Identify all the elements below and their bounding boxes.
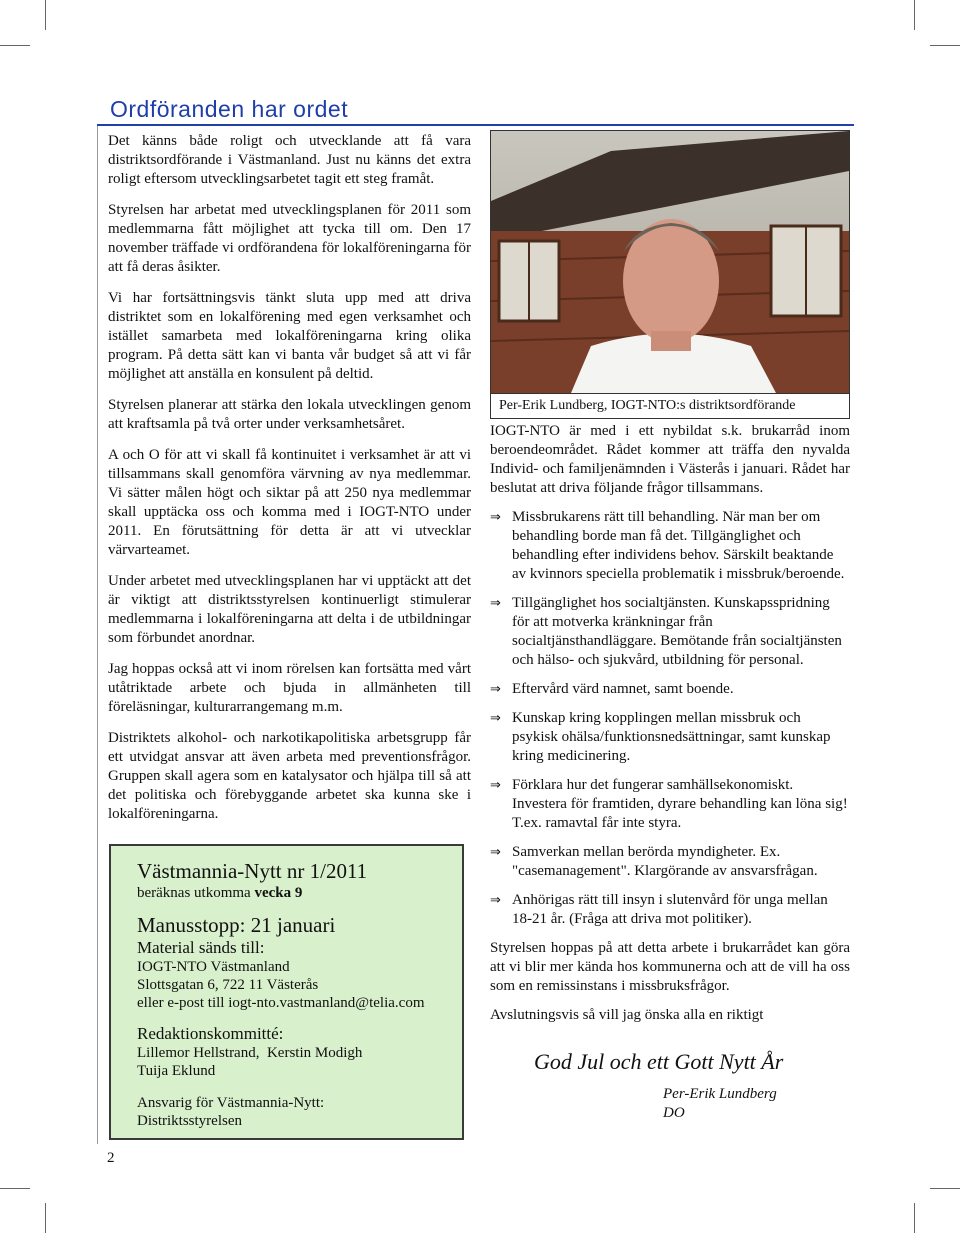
issue-title: Västmannia-Nytt nr 1/2011: [137, 859, 368, 883]
photo-caption: Per-Erik Lundberg, IOGT-NTO:s distriktsordförande: [490, 394, 850, 419]
committee-line: Tuija Eklund: [137, 1063, 216, 1079]
crop-mark: [930, 1188, 960, 1189]
arrow-icon: ⇒: [490, 845, 501, 860]
crop-mark: [0, 1188, 30, 1189]
list-item: ⇒ Tillgänglighet hos socialtjänsten. Kunskapsspridning för att motverka kränkningar från socialtjänsthandläggare. Bemötande från socialtjänsten och hälso- och sjukvård, utbildning för personal.: [490, 595, 842, 668]
arrow-icon: ⇒: [490, 510, 501, 525]
responsible-label: Ansvarig för Västmannia-Nytt:: [137, 1095, 325, 1111]
portrait-figure: [490, 130, 850, 420]
paragraph: Det känns både roligt och utvecklande att få vara distriktsordförande i Västmanland. Just nu känns det extra roligt eftersom utvecklingsarbetet tagit ett steg framåt.: [108, 133, 471, 187]
paragraph: Styrelsen planerar att stärka den lokala utvecklingen genom att kraftsamla på två orter under verksamhetsåret.: [108, 397, 471, 432]
arrow-icon: ⇒: [490, 711, 501, 726]
deadline: Manusstopp: 21 januari: [137, 913, 336, 937]
crop-mark: [45, 1203, 46, 1233]
crop-mark: [914, 1203, 915, 1233]
committee-line: Lillemor Hellstrand, Kerstin Modigh: [137, 1045, 363, 1061]
newsletter-info-box: [109, 844, 464, 1140]
portrait-photo: [490, 130, 850, 394]
crop-mark: [0, 45, 30, 46]
paragraph: Styrelsen hoppas på att detta arbete i brukarrådet kan göra att vi blir mer kända hos kommunerna och att de vill ha oss som en remissinstans i missbruksfrågor.: [490, 940, 850, 994]
responsible-name: Distriktsstyrelsen: [137, 1113, 242, 1129]
paragraph: Jag hoppas också att vi inom rörelsen kan fortsätta med vårt utåtriktade arbete och bjuda in allmänheten till föreläsningar, kulturarrangemang m.m.: [108, 661, 471, 715]
crop-mark: [914, 0, 915, 30]
list-item: ⇒ Eftervård värd namnet, samt boende.: [490, 681, 734, 697]
page-title: Ordföranden har ordet: [110, 96, 349, 122]
address-line: IOGT-NTO Västmanland: [137, 959, 290, 975]
issue-list: [490, 508, 850, 929]
page-number: 2: [107, 1150, 115, 1166]
paragraph: Styrelsen har arbetat med utvecklingsplanen för 2011 som medlemmarna fått möjlighet att tycka till om. Den 17 november träffade vi ordförandena för lokalföreningarna för att få deras åsikter.: [108, 202, 471, 275]
crop-mark: [930, 45, 960, 46]
committee-label: Redaktionskommitté:: [137, 1024, 284, 1043]
signature-title: DO: [663, 1105, 685, 1121]
list-item: ⇒ Anhörigas rätt till insyn i slutenvård för unga mellan 18-21 år. (Fråga att driva mot politiker).: [490, 892, 828, 927]
release-week: vecka 9: [254, 885, 303, 901]
paragraph: Under arbetet med utvecklingsplanen har vi upptäckt att det är viktigt att distriktsstyrelsen kontinuerligt stimulerar medlemmarna i lokalföreningarna att delta i de utbildningar som förbundet anordnar.: [108, 573, 471, 646]
arrow-icon: ⇒: [490, 778, 501, 793]
email-line: eller e-post till iogt-nto.vastmanland@telia.com: [137, 995, 425, 1011]
release-info: beräknas utkomma vecka 9: [137, 885, 303, 901]
crop-mark: [45, 0, 46, 30]
list-item: ⇒ Förklara hur det fungerar samhällsekonomiskt. Investera för framtiden, dyrare behandling kan löna sig! T.ex. ramavtal får inte styra.: [490, 777, 848, 831]
paragraph: Avslutningsvis så vill jag önska alla en riktigt: [490, 1007, 764, 1023]
address-line: Slottsgatan 6, 722 11 Västerås: [137, 977, 319, 993]
list-item: ⇒ Missbrukarens rätt till behandling. När man ber om behandling borde man få det. Tillgänglighet och behandling efter individens behov. Särskilt beaktande av kvinnors speciella problematik i missbruk/beroende.: [490, 509, 845, 582]
right-column: [490, 422, 850, 1035]
arrow-icon: ⇒: [490, 596, 501, 611]
signature: [663, 1085, 777, 1123]
column-divider: [97, 126, 98, 1144]
list-item: ⇒ Samverkan mellan berörda myndigheter. Ex. "casemanagement". Klargörande av ansvarsfrågan.: [490, 844, 818, 879]
left-column: [108, 132, 471, 836]
paragraph: Distriktets alkohol- och narkotikapolitiska arbetsgrupp får ett utvidgat ansvar att även arbeta med preventionsfrågor. Gruppen skall agera som en katalysator och hjälpa till så att det politiska och förebyggande arbetet ska kunna ske i lokalföreningarna.: [108, 730, 471, 822]
arrow-icon: ⇒: [490, 893, 501, 908]
list-item: ⇒ Kunskap kring kopplingen mellan missbruk och psykisk ohälsa/funktionsnedsättningar, samt kunskap kring medicinering.: [490, 710, 831, 764]
paragraph: IOGT-NTO är med i ett nybildat s.k. brukarråd inom beroendeområdet. Rådet kommer att träffa den nyvalda Individ- och familjenämnden i Västerås i januari. Rådet har beslutat att driva följande frågor tillsammans.: [490, 423, 850, 496]
paragraph: Vi har fortsättningsvis tänkt sluta upp med att driva distriktet som en lokalförening med egen verksamhet och istället samarbeta med lokalföreningarna kring olika program. På detta sätt kan vi banta vår budget så att vi får möjlighet att anställa en konsulent på deltid.: [108, 290, 471, 382]
arrow-icon: ⇒: [490, 682, 501, 697]
title-rule: [97, 124, 854, 126]
signature-name: Per-Erik Lundberg: [663, 1086, 777, 1102]
paragraph: A och O för att vi skall få kontinuitet i verksamhet är att vi tillsammans skall genomföra värvning av nya medlemmar. Vi sätter målen högt och siktar på att 250 nya medlemmar skall upptäcka oss och komma med i IOGT-NTO under 2011. En förutsättning för detta är att vi utvecklar värvarteamet.: [108, 447, 471, 558]
holiday-greeting: God Jul och ett Gott Nytt År: [534, 1049, 784, 1074]
send-to-label: Material sänds till:: [137, 938, 265, 957]
